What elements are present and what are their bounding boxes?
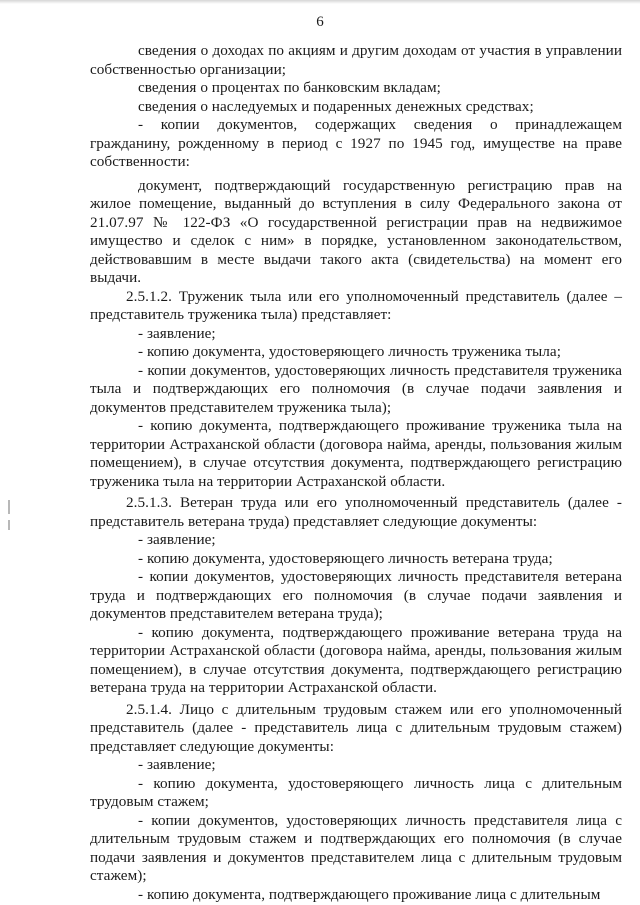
paragraph: 2.5.1.2. Труженик тыла или его уполномоченный представитель (далее – представитель труженика тыла) представляет: xyxy=(90,287,622,323)
paragraph: - заявление; xyxy=(138,531,216,548)
document-body xyxy=(90,42,622,904)
paragraph: документ, подтверждающий государственную регистрацию прав на жилое помещение, выданный до вступления в силу Федерального закона от 21.07.97 № 122-ФЗ «О государственной регистрации прав на недвижимое имущество и сделок с ним» в порядке, установленном законодательством, действовавшим в месте выдачи такого акта (свидетельства) на момент его выдачи. xyxy=(90,176,622,286)
margin-mark xyxy=(8,520,10,530)
paragraph: - копии документов, удостоверяющих личность представителя ветерана труда и подтверждающих его полномочия (в случае подачи заявления и документов представителем ветерана труда); xyxy=(90,568,622,622)
paragraph: 2.5.1.3. Ветеран труда или его уполномоченный представитель (далее - представитель ветерана труда) представляет следующие документы: xyxy=(90,494,622,530)
paragraph: сведения о доходах по акциям и другим доходам от участия в управлении собственностью организации; xyxy=(90,42,622,78)
paragraph: - копию документа, подтверждающего проживание лица с длительным xyxy=(138,885,601,903)
paragraph: - копию документа, подтверждающего проживание ветерана труда на территории Астраханской области (договора найма, аренды, пользования жилым помещением), в случае отсутствия документа, подтверждающего регистрацию ветерана труда на территории Астраханской области. xyxy=(90,623,622,696)
paragraph: - копии документов, содержащих сведения о принадлежащем гражданину, рожденному в период с 1927 по 1945 год, имуществе на праве собственности: xyxy=(90,116,622,170)
paragraph: 2.5.1.4. Лицо с длительным трудовым стажем или его уполномоченный представитель (далее - представитель лица с длительным трудовым стажем) представляет следующие документы: xyxy=(90,700,622,755)
paragraph: - копию документа, удостоверяющего личность труженика тыла; xyxy=(138,343,561,360)
paragraph: - заявление; xyxy=(138,756,216,773)
paragraph: сведения о процентах по банковским вкладам; xyxy=(138,79,441,96)
page-number: 6 xyxy=(316,14,324,30)
margin-mark xyxy=(8,500,10,514)
paragraph: - копию документа, удостоверяющего личность лица с длительным трудовым стажем; xyxy=(90,774,622,810)
paragraph: - копию документа, подтверждающего проживание труженика тыла на территории Астраханской области (договора найма, аренды, пользования жилым помещением), в случае отсутствия документа, подтверждающего регистрацию труженика тыла на территории Астраханской области. xyxy=(90,417,622,490)
scan-top-edge xyxy=(0,0,640,4)
paragraph: - копии документов, удостоверяющих личность представителя труженика тыла и подтверждающих его полномочия (в случае подачи заявления и документов представителем труженика тыла); xyxy=(90,361,622,416)
paragraph: - копию документа, удостоверяющего личность ветерана труда; xyxy=(138,549,553,567)
paragraph: - заявление; xyxy=(138,324,216,342)
paragraph: сведения о наследуемых и подаренных денежных средствах; xyxy=(138,97,534,115)
paragraph: - копии документов, удостоверяющих личность представителя лица с длительным трудовым стажем и подтверждающих его полномочия (в случае подачи заявления и документов представителем лица с длительным трудовым стажем); xyxy=(90,811,622,884)
